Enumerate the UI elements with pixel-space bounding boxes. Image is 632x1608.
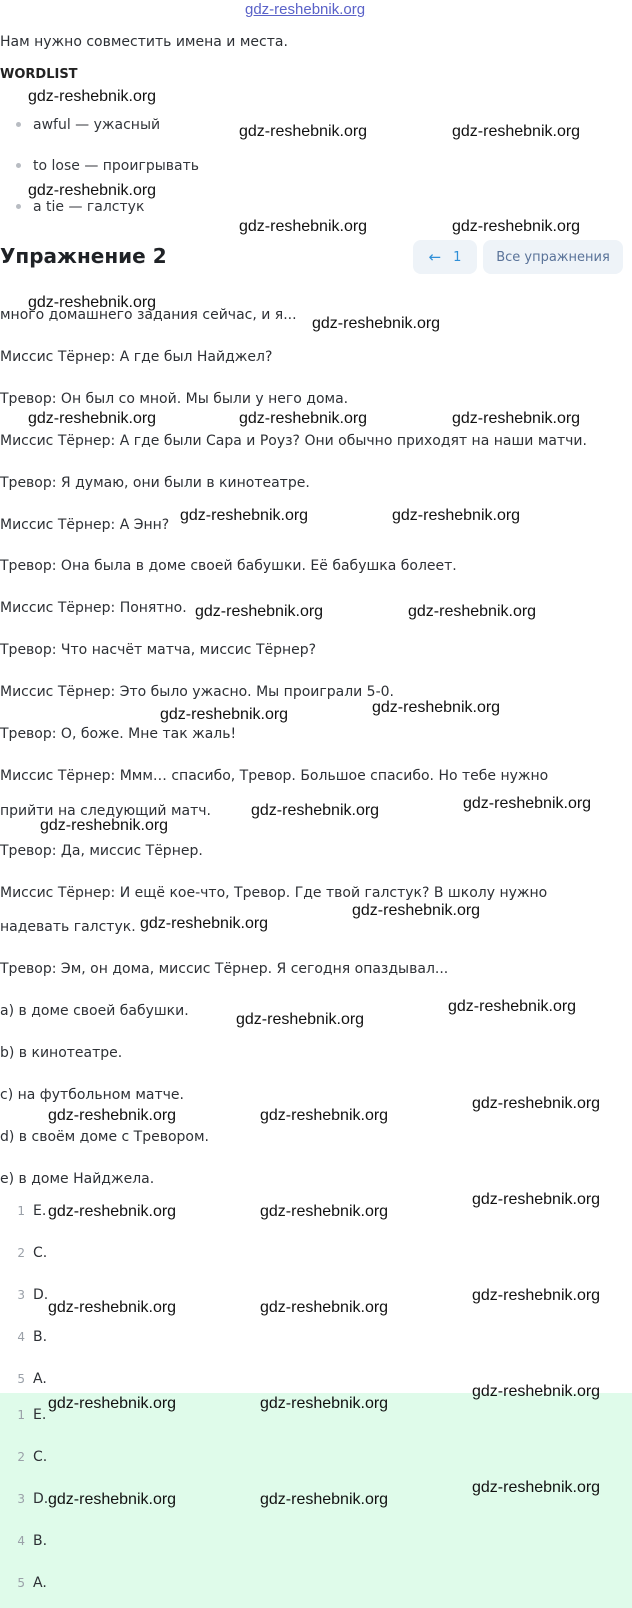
watermark: gdz-reshebnik.org	[48, 1299, 177, 1316]
watermark: gdz-reshebnik.org	[28, 182, 157, 199]
watermark: gdz-reshebnik.org	[260, 1299, 389, 1316]
dialogue-line: Миссис Тёрнер: А где были Сара и Роуз? Они обычно приходят на наши матчи.	[0, 433, 587, 449]
all-exercises-button[interactable]: Все упражнения	[483, 240, 623, 274]
option-item: c) на футбольном матче.	[0, 1087, 184, 1103]
dialogue-line: Миссис Тёрнер: Ммм… спасибо, Тревор. Большое спасибо. Но тебе нужно	[0, 768, 549, 784]
dialogue-line: Тревор: Эм, он дома, миссис Тёрнер. Я сегодня опаздывал...	[0, 961, 449, 977]
watermark: gdz-reshebnik.org	[48, 1107, 177, 1124]
dialogue-line: прийти на следующий матч.	[0, 803, 211, 819]
answer-row: 1 E.	[17, 1203, 47, 1219]
option-item: b) в кинотеатре.	[0, 1045, 123, 1061]
watermark: gdz-reshebnik.org	[28, 88, 157, 105]
watermark: gdz-reshebnik.org	[463, 795, 592, 812]
watermark: gdz-reshebnik.org	[472, 1191, 601, 1208]
dialogue-line: Тревор: Я думаю, они были в кинотеатре.	[0, 475, 310, 491]
answer-row: 5 A.	[17, 1575, 47, 1591]
watermark: gdz-reshebnik.org	[448, 998, 577, 1015]
option-item: a) в доме своей бабушки.	[0, 1003, 189, 1019]
watermark: gdz-reshebnik.org	[472, 1287, 601, 1304]
answer-row: 5 A.	[17, 1371, 47, 1387]
dialogue-line: Тревор: Он был со мной. Мы были у него дома.	[0, 391, 349, 407]
bullet-icon	[16, 122, 21, 127]
wordlist-item: a tie — галстук	[16, 199, 144, 215]
watermark: gdz-reshebnik.org	[452, 123, 581, 140]
watermark: gdz-reshebnik.org	[260, 1491, 389, 1508]
watermark: gdz-reshebnik.org	[48, 1395, 177, 1412]
watermark: gdz-reshebnik.org	[239, 123, 368, 140]
watermark: gdz-reshebnik.org	[392, 507, 521, 524]
watermark: gdz-reshebnik.org	[239, 410, 368, 427]
wordlist-heading: WORDLIST	[0, 67, 78, 82]
dialogue-line: Тревор: О, боже. Мне так жаль!	[0, 726, 237, 742]
dialogue-line: много домашнего задания сейчас, и я...	[0, 307, 297, 323]
option-item: d) в своём доме с Тревором.	[0, 1129, 209, 1145]
answer-row: 3 D.	[17, 1287, 49, 1303]
watermark: gdz-reshebnik.org	[40, 817, 169, 834]
watermark: gdz-reshebnik.org	[28, 294, 157, 311]
dialogue-line: Миссис Тёрнер: А Энн?	[0, 517, 170, 533]
watermark: gdz-reshebnik.org	[140, 915, 269, 932]
dialogue-line: Миссис Тёрнер: А где был Найджел?	[0, 349, 273, 365]
watermark: gdz-reshebnik.org	[452, 218, 581, 235]
wordlist-item: awful — ужасный	[16, 117, 160, 133]
answer-row: 2 C.	[17, 1449, 48, 1465]
watermark: gdz-reshebnik.org	[48, 1203, 177, 1220]
answer-row: 4 B.	[17, 1329, 48, 1345]
watermark: gdz-reshebnik.org	[372, 699, 501, 716]
intro-text: Нам нужно совместить имена и места.	[0, 34, 288, 50]
arrow-left-icon: ←	[428, 248, 442, 266]
bullet-icon	[16, 204, 21, 209]
answer-row: 2 C.	[17, 1245, 48, 1261]
watermark: gdz-reshebnik.org	[251, 802, 380, 819]
watermark: gdz-reshebnik.org	[408, 603, 537, 620]
previous-exercise-button[interactable]: ← 1	[413, 240, 477, 274]
watermark: gdz-reshebnik.org	[260, 1203, 389, 1220]
watermark: gdz-reshebnik.org	[236, 1011, 365, 1028]
answer-row: 4 B.	[17, 1533, 48, 1549]
watermark: gdz-reshebnik.org	[180, 507, 309, 524]
exercise-title: Упражнение 2	[0, 244, 167, 268]
watermark: gdz-reshebnik.org	[160, 706, 289, 723]
dialogue-line: Тревор: Она была в доме своей бабушки. Её бабушка болеет.	[0, 558, 457, 574]
watermark: gdz-reshebnik.org	[28, 410, 157, 427]
watermark: gdz-reshebnik.org	[260, 1395, 389, 1412]
watermark: gdz-reshebnik.org	[195, 603, 324, 620]
answer-row: 1 E.	[17, 1407, 47, 1423]
watermark: gdz-reshebnik.org	[239, 218, 368, 235]
watermark: gdz-reshebnik.org	[260, 1107, 389, 1124]
dialogue-line: Миссис Тёрнер: Это было ужасно. Мы проиграли 5-0.	[0, 684, 395, 700]
watermark: gdz-reshebnik.org	[352, 902, 481, 919]
dialogue-line: Тревор: Что насчёт матча, миссис Тёрнер?	[0, 642, 317, 658]
wordlist-item: to lose — проигрывать	[16, 158, 199, 174]
dialogue-line: Миссис Тёрнер: Понятно.	[0, 600, 187, 616]
watermark: gdz-reshebnik.org	[472, 1095, 601, 1112]
bullet-icon	[16, 163, 21, 168]
watermark-top-link[interactable]: gdz-reshebnik.org	[245, 1, 366, 18]
watermark: gdz-reshebnik.org	[452, 410, 581, 427]
dialogue-line: Миссис Тёрнер: И ещё кое-что, Тревор. Где твой галстук? В школу нужно	[0, 885, 548, 901]
dialogue-line: Тревор: Да, миссис Тёрнер.	[0, 843, 203, 859]
answer-row: 3 D.	[17, 1491, 49, 1507]
watermark: gdz-reshebnik.org	[472, 1479, 601, 1496]
watermark: gdz-reshebnik.org	[312, 315, 441, 332]
dialogue-line: надевать галстук.	[0, 919, 136, 935]
watermark: gdz-reshebnik.org	[472, 1383, 601, 1400]
option-item: e) в доме Найджела.	[0, 1171, 155, 1187]
watermark: gdz-reshebnik.org	[48, 1491, 177, 1508]
